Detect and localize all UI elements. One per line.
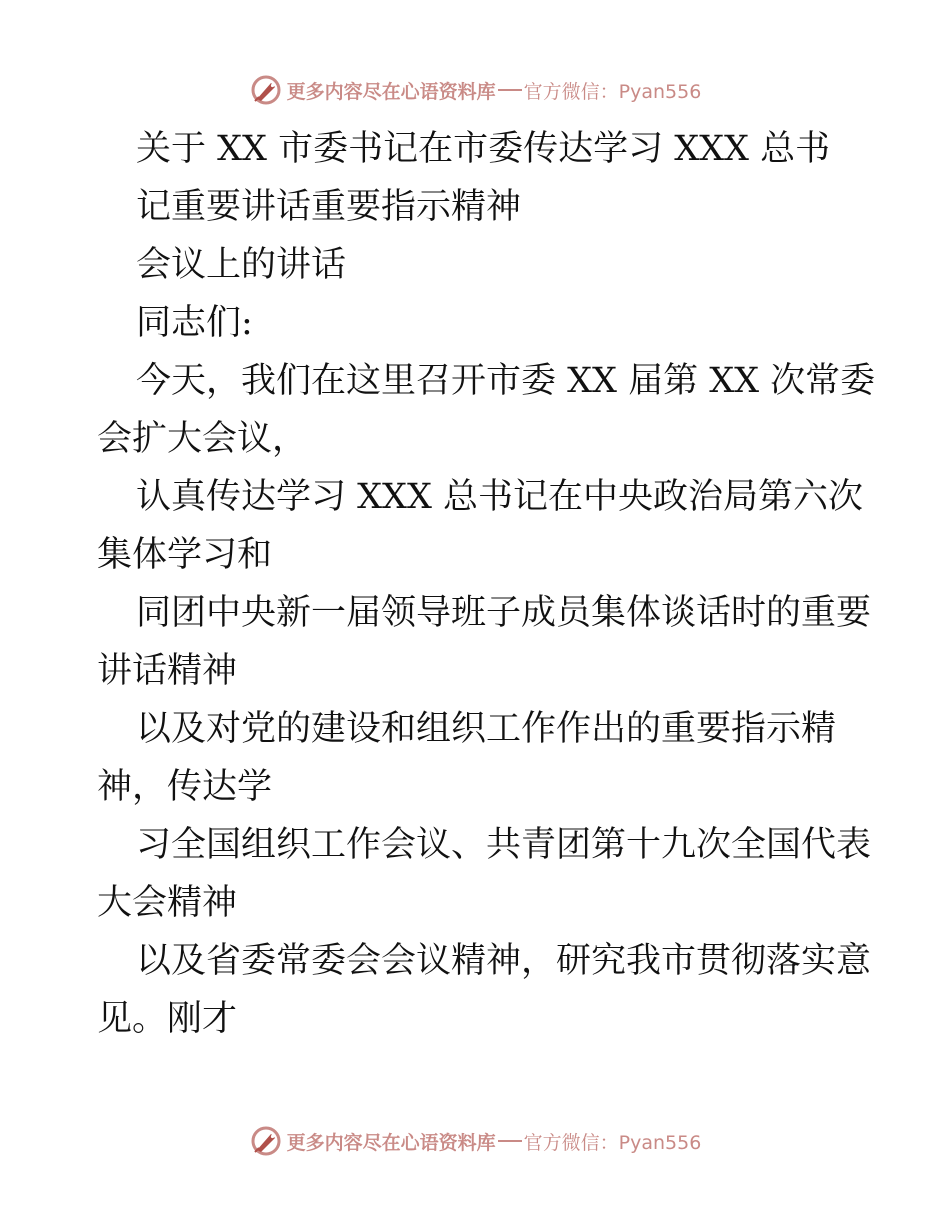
- footer-watermark: [0, 1121, 950, 1161]
- title-line-2: 记重要讲话重要指示精神: [136, 187, 522, 227]
- paragraph-line: 讲话精神: [97, 651, 238, 691]
- title-line-1: 关于 XX 市委书记在市委传达学习 XXX 总书: [136, 129, 831, 169]
- footer-dash: [498, 1140, 522, 1142]
- paragraph-line: 今天，我们在这里召开市委 XX 届第 XX 次常委: [136, 361, 876, 401]
- paragraph-line: 认真传达学习 XXX 总书记在中央政治局第六次: [136, 477, 864, 517]
- paragraph-line: 集体学习和: [97, 535, 273, 575]
- salutation: 同志们:: [136, 303, 253, 343]
- pen-nib-logo-icon: [249, 1124, 283, 1158]
- header-watermark: [0, 70, 950, 110]
- document-body: [97, 120, 876, 1048]
- footer-wechat-text: 官方微信：Pyan556: [523, 1131, 702, 1154]
- paragraph-line: 同团中央新一届领导班子成员集体谈话时的重要: [136, 593, 872, 633]
- header-wechat-text: 官方微信：Pyan556: [523, 80, 702, 103]
- paragraph-line: 习全国组织工作会议、共青团第十九次全国代表: [136, 825, 872, 865]
- paragraph-line: 以及对党的建设和组织工作作出的重要指示精: [136, 709, 837, 749]
- paragraph-line: 大会精神: [97, 883, 238, 923]
- paragraph-line: 以及省委常委会会议精神，研究我市贯彻落实意: [136, 941, 872, 981]
- header-dash: [498, 89, 522, 91]
- paragraph-line: 神，传达学: [97, 767, 273, 807]
- pen-nib-logo-icon: [249, 73, 283, 107]
- title-line-3: 会议上的讲话: [136, 245, 347, 285]
- footer-brand-text: 更多内容尽在心语资料库: [286, 1131, 496, 1154]
- header-brand-text: 更多内容尽在心语资料库: [286, 80, 496, 103]
- paragraph-line: 见。刚才: [97, 999, 238, 1039]
- paragraph-line: 会扩大会议，: [97, 419, 308, 459]
